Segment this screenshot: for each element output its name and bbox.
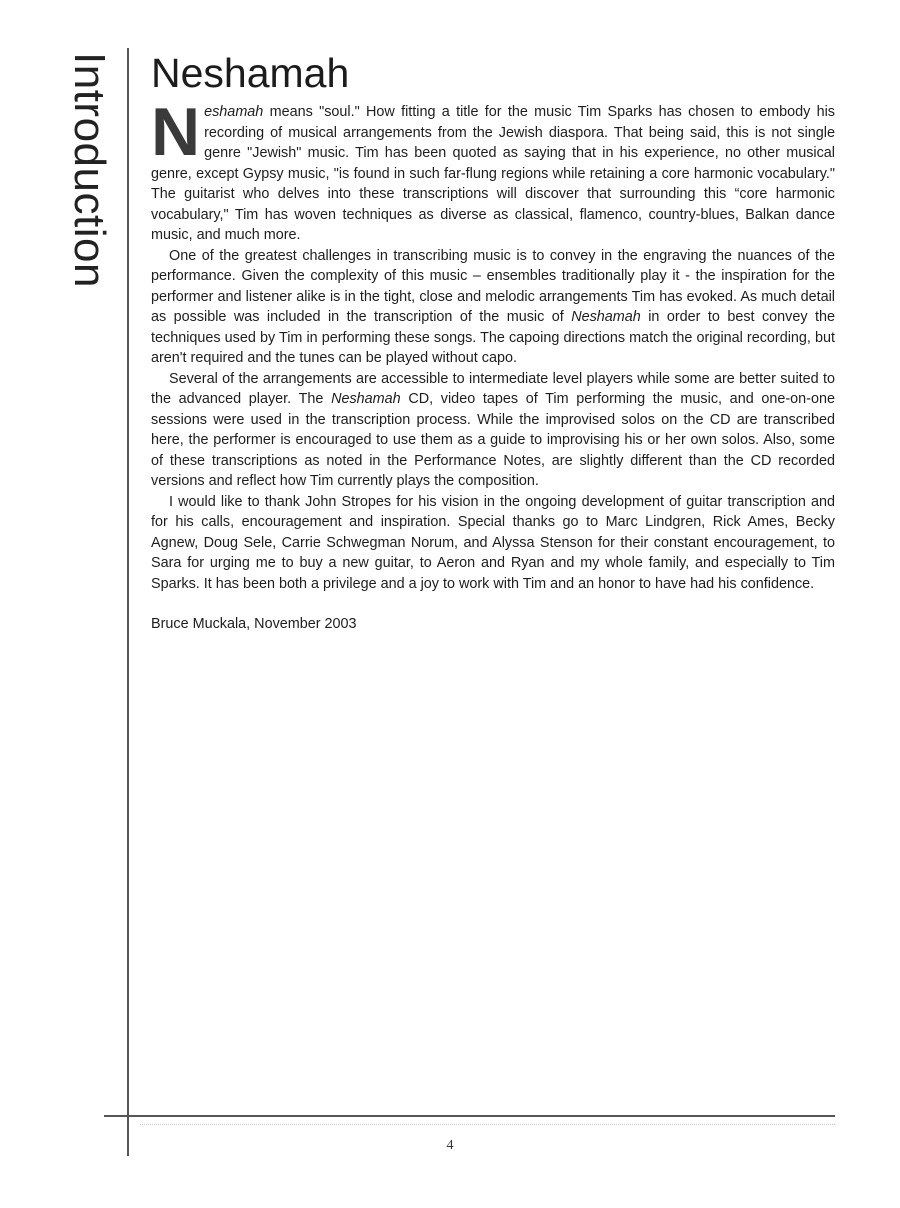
footer-rule	[104, 1115, 835, 1117]
footer-dotted-rule	[140, 1124, 835, 1125]
page-number: 4	[446, 1138, 454, 1153]
paragraph-1-text: means "soul." How fitting a title for the music Tim Sparks has chosen to embody his recording of musical arrangements from the Jewish diaspora. That being said, this is not single genre "Jewish" music. Tim has been quoted as saying that in his experience, no other musical genre, except Gypsy music, "is found in such far-flung regions while retaining a core harmonic vocabulary." The guitarist who delves into these transcriptions will discover that surrounding this “core harmonic vocabulary," Tim has woven techniques as diverse as classical, flamenco, country-blues, Balkan dance music, and much more.	[151, 104, 835, 243]
paragraph-3-after: CD, video tapes of Tim performing the music, and one-on-one sessions were used in the transcription process. While the improvised solos on the CD are transcribed here, the performer is encouraged to use them as a guide to improvising his or her own solos. Also, some of these transcriptions as noted in the Performance Notes, are slightly different than the CD recorded versions and reflect how Tim currently plays the composition.	[151, 391, 835, 489]
vertical-rule	[127, 48, 129, 1156]
paragraph-1	[151, 94, 835, 246]
section-label-text: Introduction	[65, 52, 114, 288]
drop-cap: N	[151, 94, 201, 170]
paragraph-2	[151, 246, 835, 369]
paragraph-3-italic: Neshamah	[331, 391, 401, 407]
page-title: Neshamah	[151, 50, 350, 96]
paragraph-4: I would like to thank John Stropes for his vision in the ongoing development of guitar transcription and for his calls, encouragement and inspiration. Special thanks go to Marc Lindgren, Rick Ames, Becky Agnew, Doug Sele, Carrie Schwegman Norum, and Alyssa Stenson for their constant encouragement, to Sara for urging me to buy a new guitar, to Aeron and Ryan and my whole family, and especially to Tim Sparks. It has been both a privilege and a joy to work with Tim and an honor to have had his confidence.	[151, 493, 835, 592]
paragraph-2-after: in order to best convey the techniques used by Tim in performing these songs. The capoing directions match the original recording, but aren't required and the tunes can be played without capo.	[151, 309, 835, 366]
paragraph-2-before: One of the greatest challenges in transcribing music is to convey in the engraving the nuances of the performance. Given the complexity of this music – ensembles traditionally play it - the inspiration for the performer and listener alike is in the tight, close and melodic arrangements Tim has evoked. As much detail as possible was included in the transcription of the music of	[151, 247, 835, 325]
section-label	[65, 52, 118, 342]
paragraph-1-italic: eshamah	[204, 104, 264, 120]
paragraph-2-italic: Neshamah	[571, 309, 641, 325]
paragraph-3	[151, 369, 835, 492]
paragraph-3-before: Several of the arrangements are accessible to intermediate level players while some are better suited to the advanced player. The	[151, 370, 835, 407]
signature: Bruce Muckala, November 2003	[151, 616, 357, 632]
main-content	[151, 50, 835, 634]
